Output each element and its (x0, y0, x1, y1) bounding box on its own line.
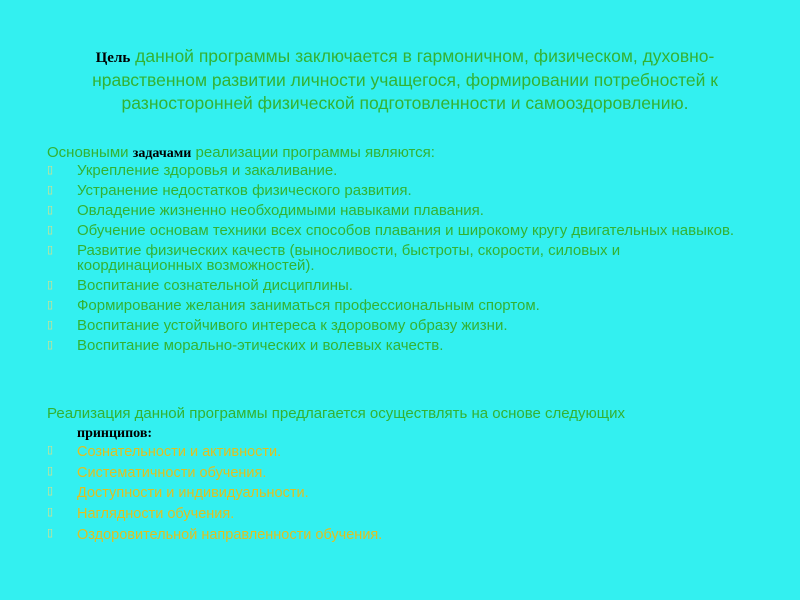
bullet-icon: ▯ (47, 298, 54, 311)
bullet-icon: ▯ (47, 164, 54, 176)
principles-keyword: принципов: (77, 426, 153, 441)
goal-statement (40, 45, 770, 115)
task-item-text: Воспитание морально-этических и волевых качеств. (77, 336, 444, 354)
principles-list (47, 443, 737, 546)
task-item-text: Обучение основам техники всех способов плавания и широкому кругу двигательных навыков. (77, 221, 735, 239)
principles-keyword-line (47, 423, 747, 443)
task-item (47, 203, 737, 219)
goal-lead-word: Цель (95, 49, 131, 66)
bullet-icon: ▯ (47, 223, 54, 236)
task-item (47, 278, 737, 294)
task-item (47, 318, 737, 334)
principle-item-text: Наглядности обучения. (77, 506, 235, 523)
task-item (47, 243, 737, 274)
tasks-keyword: задачами (132, 146, 192, 161)
task-item-text: Воспитание сознательной дисциплины. (77, 276, 353, 294)
goal-text: данной программы заключается в гармоничном, физическом, духовно-нравственном развитии личности учащегося, формировании потребностей к разносторонней физической подготовленности и самооздоровлению. (92, 45, 718, 113)
task-item-text: Развитие физических качеств (выносливости, быстроты, скорости, силовых и координационных возможностей). (77, 241, 621, 275)
task-item-text: Укрепление здоровья и закаливание. (77, 162, 338, 179)
task-item (47, 183, 737, 199)
bullet-icon: ▯ (47, 485, 54, 498)
principle-item (47, 484, 737, 503)
task-item-text: Формирование желания заниматься профессиональным спортом. (77, 296, 540, 314)
task-item (47, 223, 737, 239)
bullet-icon: ▯ (47, 183, 54, 196)
tasks-list (47, 163, 737, 358)
principle-item (47, 443, 737, 462)
task-item (47, 298, 737, 314)
principle-item (47, 464, 737, 483)
principle-item-text: Оздоровительной направленности обучения. (77, 526, 383, 543)
principle-item-text: Доступности и индивидуальности. (77, 485, 309, 502)
bullet-icon: ▯ (47, 318, 54, 331)
bullet-icon: ▯ (47, 338, 54, 351)
bullet-icon: ▯ (47, 243, 54, 256)
bullet-icon: ▯ (47, 444, 54, 456)
principle-item (47, 505, 737, 524)
principles-intro-text: Реализация данной программы предлагается осуществлять на основе следующих (47, 405, 626, 422)
bullet-icon: ▯ (47, 526, 54, 539)
bullet-icon: ▯ (47, 506, 54, 519)
bullet-icon: ▯ (47, 278, 54, 291)
tasks-intro (47, 143, 787, 163)
task-item-text: Воспитание устойчивого интереса к здоровому образу жизни. (77, 316, 508, 334)
principle-item-text: Сознательности и активности. (77, 444, 282, 460)
task-item (47, 163, 737, 179)
principle-item (47, 526, 737, 545)
tasks-intro-suffix: реализации программы являются: (191, 144, 435, 161)
bullet-icon: ▯ (47, 464, 54, 477)
principle-item-text: Систематичности обучения. (77, 464, 267, 481)
principles-intro (47, 404, 747, 443)
tasks-intro-prefix: Основными (47, 144, 133, 161)
task-item (47, 338, 737, 354)
bullet-icon: ▯ (47, 203, 54, 216)
task-item-text: Овладение жизненно необходимыми навыками плавания. (77, 201, 484, 219)
task-item-text: Устранение недостатков физического развития. (77, 181, 412, 199)
